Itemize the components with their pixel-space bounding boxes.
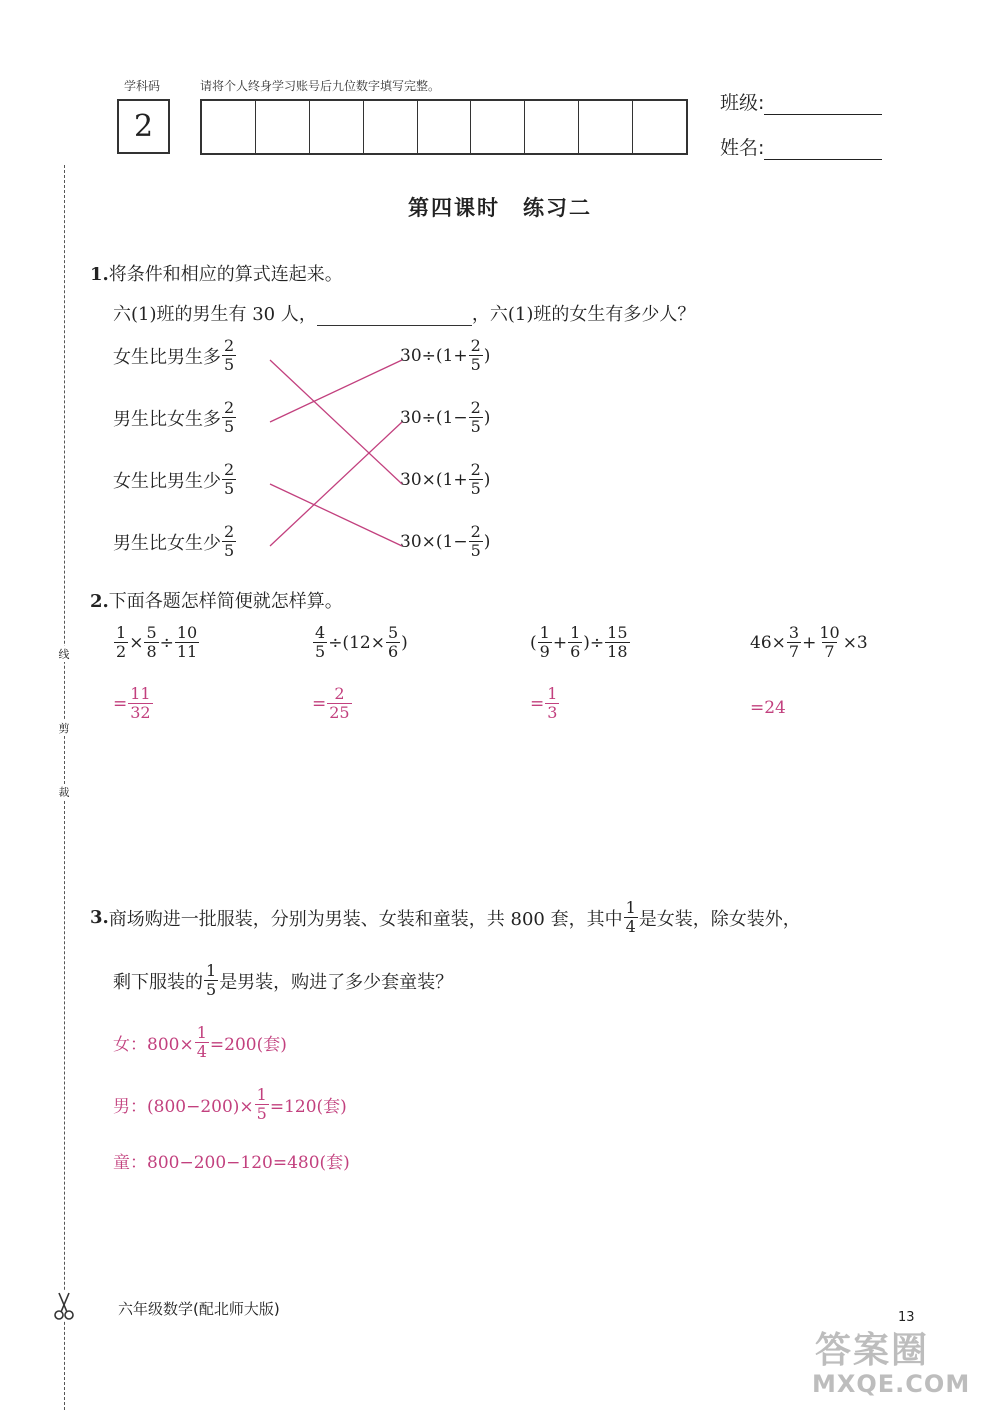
account-instruction: 请将个人终身学习账号后九位数字填写完整。 (200, 79, 441, 93)
condition-text: 男生比女生多 (113, 408, 221, 430)
matching-line (270, 360, 402, 422)
q2-answer-2: = $\frac{2}{25}$ (312, 684, 350, 722)
cut-char-jian: 剪 (54, 720, 74, 736)
subject-code-box: 2 (117, 99, 170, 154)
q1-number: 1. (90, 264, 109, 285)
q2-problem-1: $\frac{1}{2}$ × $\frac{5}{8}$ ÷ $\frac{10}{11}$ (116, 623, 198, 661)
cut-char-cai: 裁 (54, 784, 74, 800)
q1-expression[interactable]: 30×(1− $\frac{2}{5}$ ) (400, 522, 491, 560)
matching-line (270, 360, 402, 484)
q1-expression[interactable]: 30÷(1+ $\frac{2}{5}$ ) (400, 336, 491, 374)
page-number: 13 (898, 1310, 915, 1325)
q3-line-1: 3. 商场购进一批服装，分别为男装、女装和童装，共 800 套，其中 $\frac{1}{4}$ 是女装，除女装外， (90, 898, 801, 936)
q3-answer-children: 童：800−200−120=480(套) (113, 1153, 350, 1173)
q2-prompt-text: 下面各题怎样简便就怎样算。 (108, 591, 343, 612)
class-label: 班级: (720, 92, 765, 114)
subject-code-label: 学科码 (124, 79, 161, 93)
watermark-url: MXQE.COM (812, 1370, 971, 1398)
q1-prompt-text: 将条件和相应的算式连起来。 (108, 264, 343, 285)
footer-book-title: 六年级数学(配北师大版) (118, 1300, 280, 1318)
q1-expression[interactable]: 30÷(1− $\frac{2}{5}$ ) (400, 398, 491, 436)
q3-answer-boys: 男：(800−200)× $\frac{1}{5}$ =120(套) (113, 1085, 347, 1123)
q1-stem-a: 六(1)班的男生有 30 人， (113, 304, 317, 325)
q3-answer-girls: 女：800× $\frac{1}{4}$ =200(套) (113, 1023, 287, 1061)
watermark-logo: 答案圈 (815, 1330, 930, 1371)
q3-line-2: 剩下服装的 $\frac{1}{5}$ 是男装，购进了多少套童装？ (113, 961, 454, 999)
q2-answer-4: =24 (750, 698, 786, 718)
q1-expression[interactable]: 30×(1+ $\frac{2}{5}$ ) (400, 460, 491, 498)
matching-line (270, 484, 402, 546)
condition-fraction: $\frac{2}{5}$ (224, 398, 235, 436)
q2-problem-2: $\frac{4}{5}$ ÷(12× $\frac{5}{6}$ ) (315, 623, 408, 661)
condition-fraction: $\frac{2}{5}$ (224, 522, 235, 560)
q2-problem-3: ( $\frac{1}{9}$ + $\frac{1}{6}$ )÷ $\frac{15}{18}$ (530, 623, 628, 661)
name-label: 姓名: (720, 137, 765, 159)
scissors-icon (52, 1290, 76, 1320)
q2-prompt (90, 587, 343, 613)
q1-stem-b: ，六(1)班的女生有多少人？ (471, 304, 696, 325)
q2-number: 2. (90, 591, 109, 612)
condition-text: 女生比男生多 (113, 346, 221, 368)
q2-answer-1: = $\frac{11}{32}$ (113, 684, 151, 722)
condition-text: 女生比男生少 (113, 470, 221, 492)
matching-line (270, 422, 402, 546)
q1-matching-lines (0, 0, 1000, 600)
q3-number: 3. (90, 907, 109, 928)
condition-fraction: $\frac{2}{5}$ (224, 460, 235, 498)
lesson-title: 第四课时 练习二 (408, 196, 592, 220)
condition-text: 男生比女生少 (113, 532, 221, 554)
q2-problem-4: 46× $\frac{3}{7}$ + $\frac{10}{7}$ ×3 (750, 623, 868, 661)
q2-answer-3: = $\frac{1}{3}$ (530, 684, 558, 722)
condition-fraction: $\frac{2}{5}$ (224, 336, 235, 374)
cut-char-xian: 线 (54, 646, 74, 662)
